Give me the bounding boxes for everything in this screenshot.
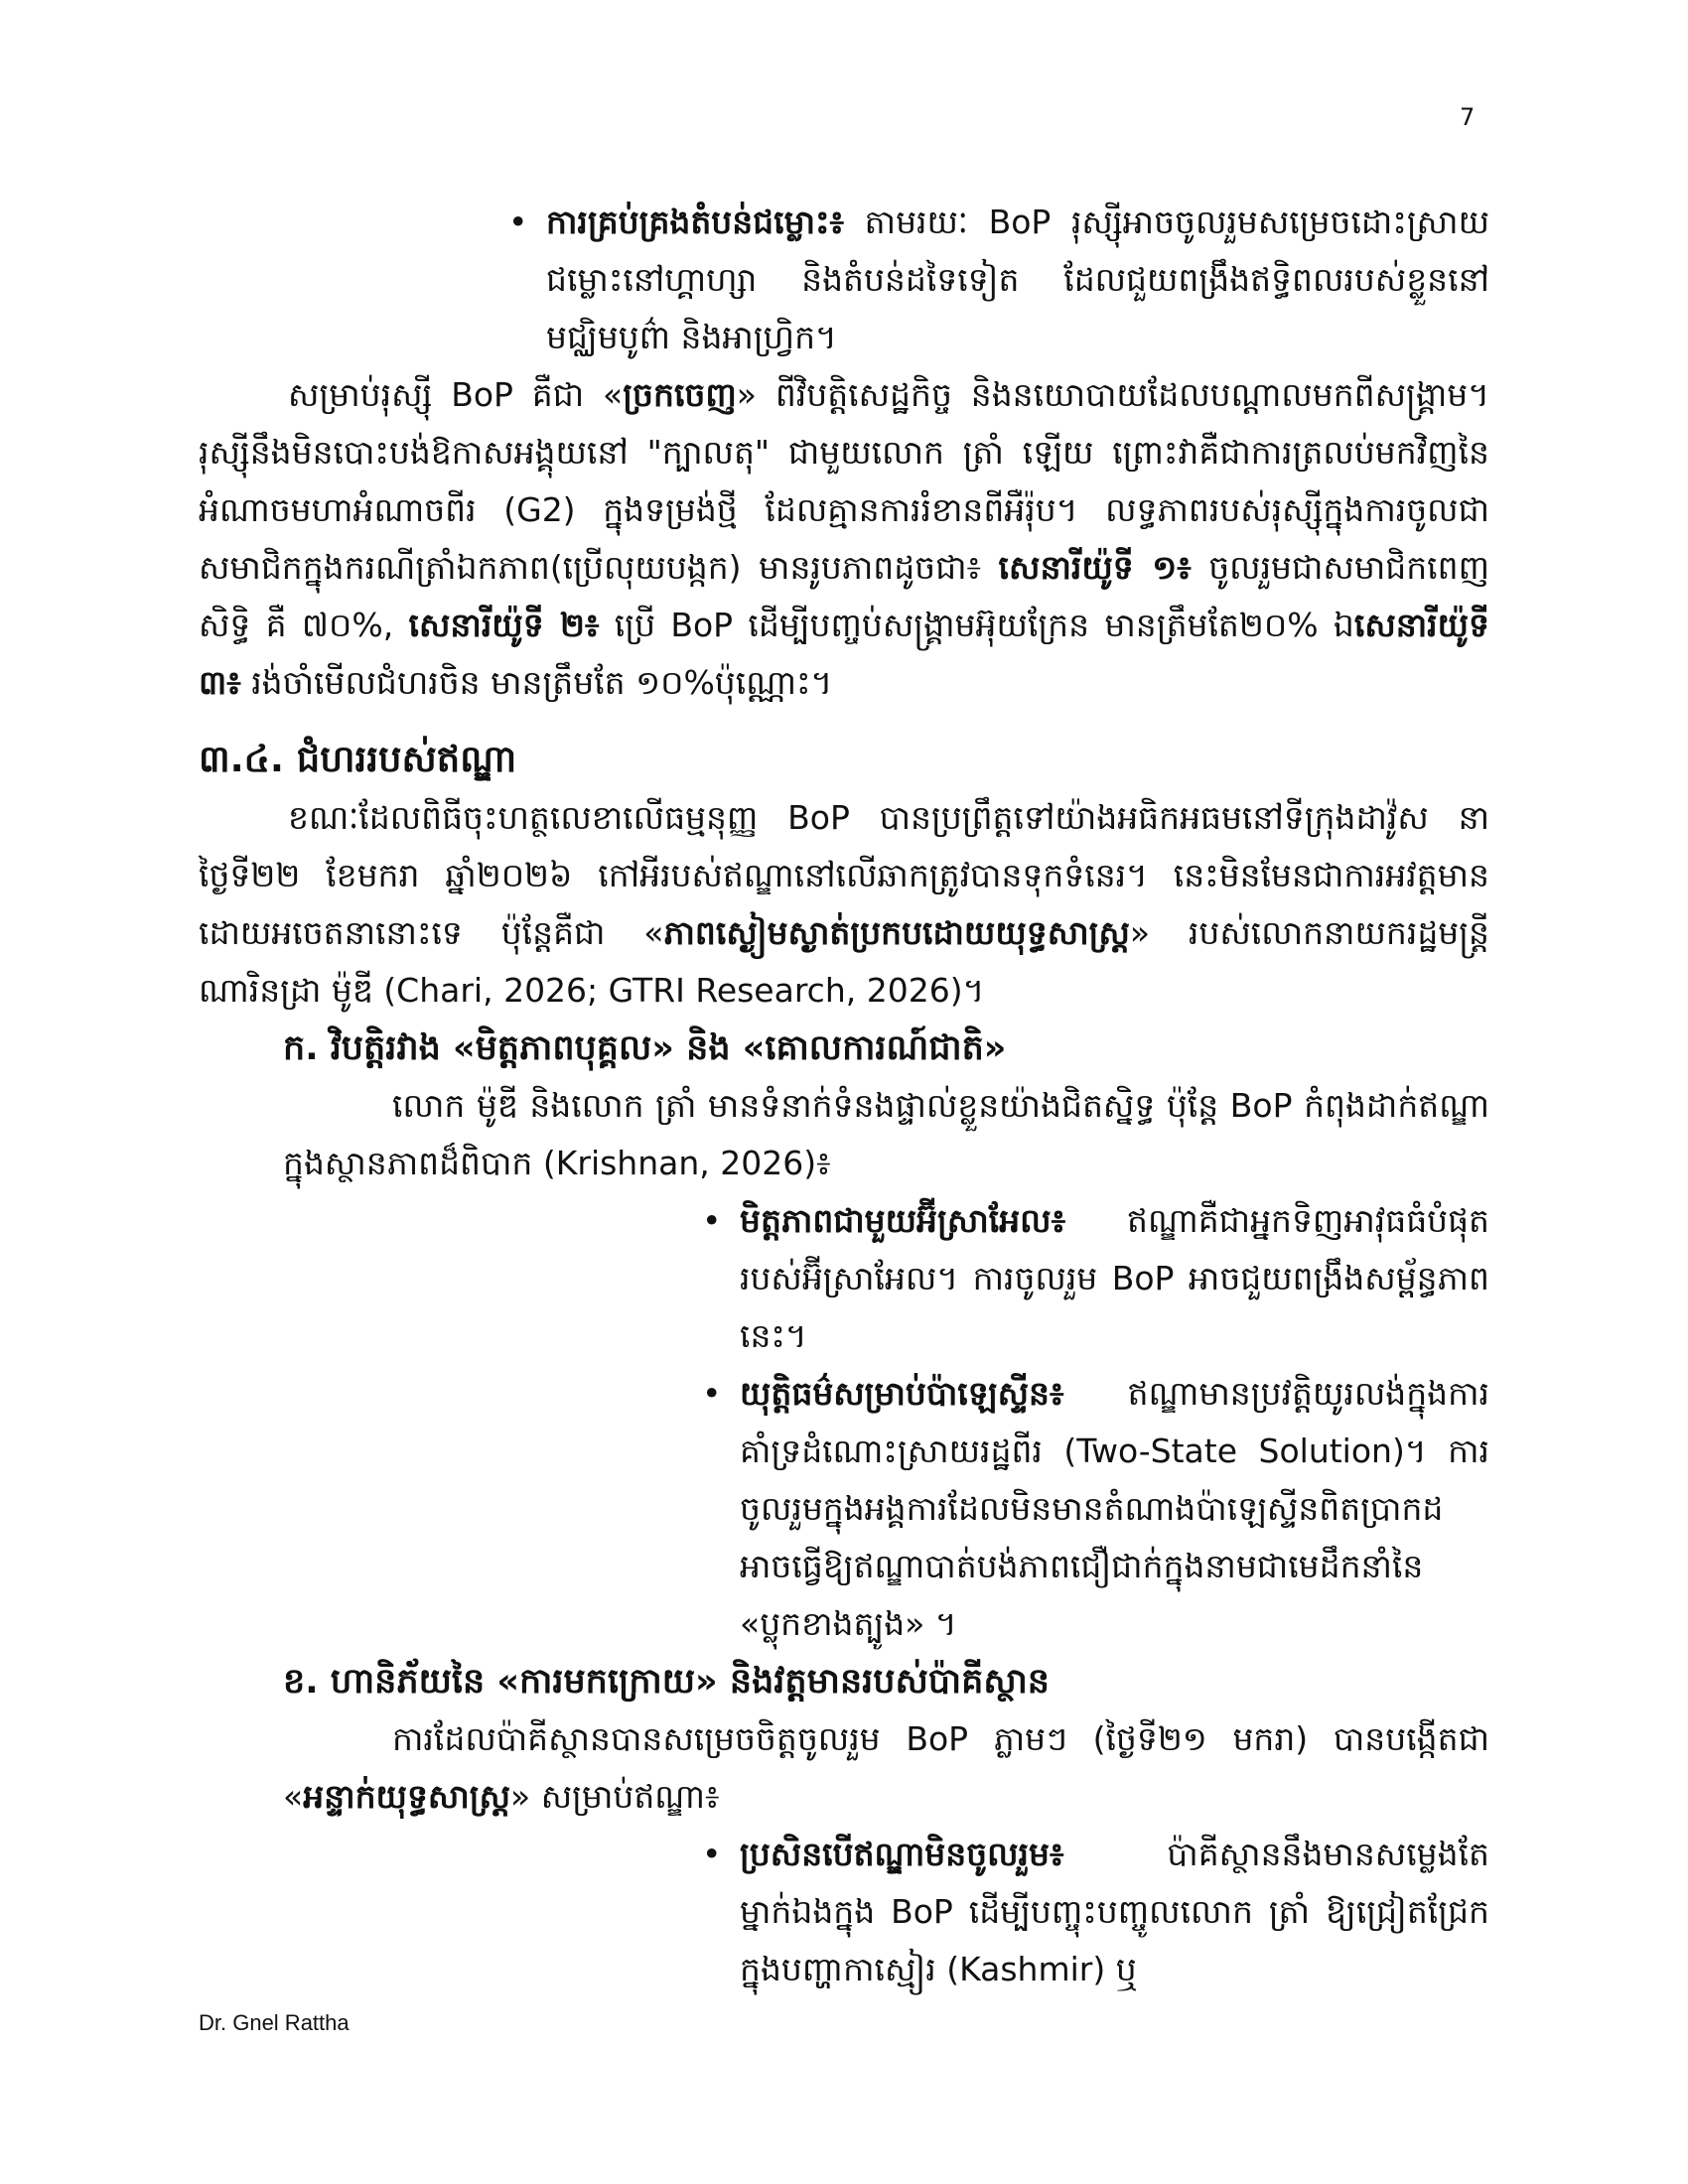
- bullet-text: តាមរយៈ BoP រុស្ស៊ីអាចចូលរួមសម្រេចដោះស្រាយជម្លោះនៅហ្គាហ្សា និងតំបន់ដទៃទៀត ដែលជួយពង្រឹងឥទ្ធិពលរបស់ខ្លួននៅមជ្ឈិមបូព៌ា និងអាហ្វ្រិក។: [546, 203, 1489, 356]
- list-item: [508, 194, 1489, 366]
- bullet-text: ឥណ្ឌាគឺជាអ្នកទិញអាវុធធំបំផុតរបស់អ៊ីស្រាអែល។ ការចូលរួម BoP អាចជួយពង្រឹងសម្ព័ន្ធភាពនេះ។: [740, 1201, 1489, 1355]
- bullet-list-b: [199, 1826, 1489, 1998]
- document-body: [199, 194, 1489, 1998]
- paragraph-india: [199, 789, 1489, 1020]
- bold-run: សេនារីយ៉ូទី ១៖: [998, 548, 1192, 587]
- text-run: ប្រើ BoP ដើម្បីបញ្ចប់សង្គ្រាមអ៊ុយក្រែន មានត្រឹមតែ២០% ឯ: [599, 606, 1354, 644]
- text-run: » សម្រាប់ឥណ្ឌា៖: [510, 1777, 720, 1816]
- bullet-text: ប៉ាគីស្ថាននឹងមានសម្លេងតែម្នាក់ឯងក្នុង BoP ដើម្បីបញ្ចុះបញ្ចូលលោក ត្រាំ ឱ្យជ្រៀតជ្រែកក្នុងបញ្ហាកាស្មៀរ (Kashmir) ឬ: [740, 1835, 1489, 1988]
- page-number: 7: [1460, 103, 1476, 131]
- bullet-title: ការគ្រប់គ្រងតំបន់ជម្លោះ៖: [546, 203, 845, 241]
- paragraph-pakistan: [199, 1710, 1489, 1826]
- list-item: [702, 1192, 1489, 1365]
- bullet-icon: •: [508, 203, 528, 241]
- text-run: ចូលរួមជាសមាជិកពេញសិទ្ធិ គឺ ៧០%,: [199, 548, 1490, 644]
- list-item: [702, 1826, 1489, 1998]
- paragraph-modi: [199, 1077, 1489, 1192]
- bullet-title: មិត្តភាពជាមួយអ៊ីស្រាអែល៖: [740, 1201, 1066, 1240]
- paragraph-russia: [199, 366, 1489, 712]
- text-run: ការដែលប៉ាគីស្ថានបានសម្រេចចិត្តចូលរួម BoP ភ្លាមៗ (ថ្ងៃទី២១ មករា) បានបង្កើតជា «: [283, 1719, 1489, 1816]
- text-run: » ពីវិបត្តិសេដ្ឋកិច្ច និងនយោបាយដែលបណ្តាលមកពីសង្គ្រាម។ រុស្ស៊ីនឹងមិនបោះបង់ឱកាសអង្គុយនៅ "ក្បាលតុ" ជាមួយលោក ត្រាំ ឡើយ ព្រោះវាគឺជាការត្រលប់មកវិញនៃអំណាចមហាអំណាចពីរ (G2) ក្នុងទម្រង់ថ្មី ដែលគ្មានការរំខានពីអឺរ៉ុប។ លទ្ធភាពរបស់រុស្ស៊ីក្នុងការចូលជាសមាជិកក្នុងករណីត្រាំឯកភាព(ប្រើលុយបង្កក) មានរូបភាពដូចជា៖: [199, 375, 1489, 587]
- text-run: ខណៈដែលពិធីចុះហត្ថលេខាលើធម្មនុញ្ញ BoP បានប្រព្រឹត្តទៅយ៉ាងអធិកអធមនៅទីក្រុងដាវ៉ូស នាថ្ងៃទី២២ ខែមករា ឆ្នាំ២០២៦ កៅអីរបស់ឥណ្ឌានៅលើឆាកត្រូវបានទុកទំនេរ។ នេះមិនមែនជាការអវត្តមានដោយអចេតនានោះទេ ប៉ុន្តែគឺជា «: [199, 798, 1489, 952]
- text-run: លោក ម៉ូឌី និងលោក ត្រាំ មានទំនាក់ទំនងផ្ទាល់ខ្លួនយ៉ាងជិតស្និទ្ធ ប៉ុន្តែ BoP កំពុងដាក់ឥណ្ឌាក្នុងស្ថានភាពដ៏ពិបាក (Krishnan, 2026)៖: [283, 1086, 1489, 1182]
- text-run: រង់ចាំមើលជំហរចិន មានត្រឹមតែ ១០%ប៉ុណ្ណោះ។: [240, 663, 833, 702]
- bold-run: អន្ទាក់យុទ្ធសាស្ត្រ: [303, 1777, 511, 1816]
- bold-run: ភាពស្ងៀមស្ងាត់ប្រកបដោយយុទ្ធសាស្ត្រ: [663, 913, 1130, 952]
- bullet-icon: •: [702, 1201, 722, 1240]
- text-run: សម្រាប់រុស្ស៊ី BoP គឺជា «: [288, 375, 624, 414]
- bullet-icon: •: [702, 1374, 722, 1413]
- bold-run: សេនារីយ៉ូទី ៣៖: [199, 606, 1490, 702]
- bold-run: សេនារីយ៉ូទី ២៖: [408, 606, 600, 644]
- subsection-heading-a: ក. វិបត្តិរវាង «មិត្តភាពបុគ្គល» និង «គោលការណ៍ជាតិ»: [283, 1028, 1007, 1068]
- bullet-title: យុត្តិធម៌សម្រាប់ប៉ាឡេស្ទីន៖: [740, 1374, 1064, 1413]
- bullet-text: ឥណ្ឌាមានប្រវត្តិយូរលង់ក្នុងការគាំទ្រដំណោះស្រាយរដ្ឋពីរ (Two-State Solution)។ ការចូលរួមក្នុងអង្គការដែលមិនមានតំណាងប៉ាឡេស្ទីនពិតប្រាកដ អាចធ្វើឱ្យឥណ្ឌាបាត់បង់ភាពជឿជាក់ក្នុងនាមជាមេដឹកនាំនៃ «ប្លុកខាងត្បូង» ។: [740, 1374, 1489, 1643]
- subsection-heading-b: ខ. ហានិភ័យនៃ «ការមកក្រោយ» និងវត្តមានរបស់ប៉ាគីស្ថាន: [283, 1662, 1050, 1702]
- bold-run: ច្រកចេញ: [623, 375, 737, 414]
- bullet-title: ប្រសិនបើឥណ្ឌាមិនចូលរួម៖: [740, 1835, 1064, 1873]
- bullet-list-a: [199, 1192, 1489, 1653]
- section-heading: ៣.៤. ជំហររបស់ឥណ្ឌា: [199, 738, 517, 780]
- bullet-icon: •: [702, 1835, 722, 1873]
- text-run: » របស់លោកនាយករដ្ឋមន្ត្រី ណារិនដ្រា ម៉ូឌី (Chari, 2026; GTRI Research, 2026)។: [199, 913, 1489, 1010]
- list-item: [702, 1365, 1489, 1653]
- footer-author: Dr. Gnel Rattha: [199, 2010, 350, 2035]
- bullet-list-zone: [199, 194, 1489, 366]
